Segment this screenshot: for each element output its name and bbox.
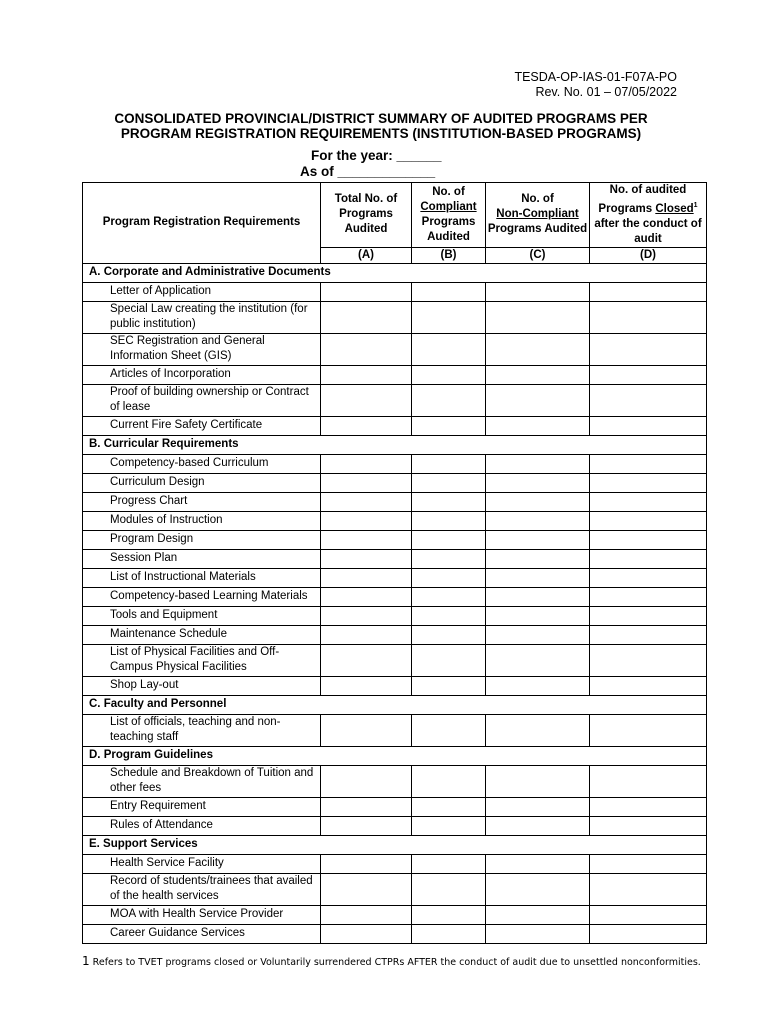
non-compliant-cell[interactable] [486,492,590,511]
requirement-label: Career Guidance Services [83,924,321,943]
section-title: B. Curricular Requirements [83,435,707,454]
non-compliant-cell[interactable] [486,765,590,797]
compliant-cell[interactable] [412,816,486,835]
header-compliant: No. of Compliant Programs Audited [412,183,486,248]
closed-cell[interactable] [590,492,707,511]
table-body [83,263,707,943]
closed-cell[interactable] [590,765,707,797]
section-row [83,835,707,854]
requirement-row [83,924,707,943]
closed-cell[interactable] [590,301,707,333]
section-row [83,746,707,765]
total-audited-cell[interactable] [321,797,412,816]
requirement-label: Articles of Incorporation [83,365,321,384]
closed-cell[interactable] [590,797,707,816]
requirement-label: Entry Requirement [83,797,321,816]
total-audited-cell[interactable] [321,549,412,568]
requirement-label: Competency-based Curriculum [83,454,321,473]
header-total-audited: Total No. of Programs Audited [321,183,412,248]
compliant-cell[interactable] [412,765,486,797]
requirement-label: Proof of building ownership or Contract of lease [83,384,321,416]
compliant-cell[interactable] [412,924,486,943]
total-audited-cell[interactable] [321,568,412,587]
total-audited-cell[interactable] [321,765,412,797]
total-audited-cell[interactable] [321,924,412,943]
requirement-label: Current Fire Safety Certificate [83,416,321,435]
requirement-label: Progress Chart [83,492,321,511]
column-letter-c: (C) [486,247,590,263]
footnote [82,955,702,969]
compliant-cell[interactable] [412,873,486,905]
title-line-2: PROGRAM REGISTRATION REQUIREMENTS (INSTITUTION-BASED PROGRAMS) [120,126,642,141]
column-letter-d: (D) [590,247,707,263]
total-audited-cell[interactable] [321,511,412,530]
total-audited-cell[interactable] [321,530,412,549]
closed-cell[interactable] [590,606,707,625]
non-compliant-cell[interactable] [486,854,590,873]
requirement-label: Record of students/trainees that availed of the health services [83,873,321,905]
requirement-row [83,816,707,835]
requirement-row [83,384,707,416]
requirement-row [83,333,707,365]
requirement-label: Competency-based Learning Materials [83,587,321,606]
total-audited-cell[interactable] [321,454,412,473]
closed-cell[interactable] [590,905,707,924]
compliant-cell[interactable] [412,511,486,530]
closed-cell[interactable] [590,416,707,435]
closed-cell[interactable] [590,454,707,473]
total-audited-cell[interactable] [321,644,412,676]
non-compliant-cell[interactable] [486,606,590,625]
section-row [83,695,707,714]
requirement-row [83,365,707,384]
compliant-cell[interactable] [412,530,486,549]
footnote-number: 1 [82,954,90,968]
page-title [40,111,722,141]
title-line-1: CONSOLIDATED PROVINCIAL/DISTRICT SUMMARY OF AUDITED PROGRAMS PER [114,111,648,126]
requirement-row [83,714,707,746]
requirement-label: List of officials, teaching and non-teaching staff [83,714,321,746]
non-compliant-cell[interactable] [486,924,590,943]
column-letter-b: (B) [412,247,486,263]
compliant-cell[interactable] [412,714,486,746]
compliant-cell[interactable] [412,606,486,625]
compliant-cell[interactable] [412,549,486,568]
closed-cell[interactable] [590,333,707,365]
total-audited-cell[interactable] [321,873,412,905]
requirement-label: Maintenance Schedule [83,625,321,644]
requirement-row [83,492,707,511]
header-closed: No. of audited Programs Closed$^1$ after the conduct of audit [590,183,707,248]
requirement-row [83,587,707,606]
closed-cell[interactable] [590,530,707,549]
requirement-row [83,905,707,924]
reporting-period [300,148,442,180]
requirement-row [83,549,707,568]
requirement-row [83,511,707,530]
closed-cell[interactable] [590,816,707,835]
requirement-row [83,568,707,587]
header-requirements: Program Registration Requirements [83,183,321,264]
total-audited-cell[interactable] [321,365,412,384]
requirement-row [83,854,707,873]
total-audited-cell[interactable] [321,416,412,435]
non-compliant-cell[interactable] [486,384,590,416]
non-compliant-cell[interactable] [486,714,590,746]
non-compliant-cell[interactable] [486,333,590,365]
section-title: C. Faculty and Personnel [83,695,707,714]
compliant-cell[interactable] [412,854,486,873]
non-compliant-cell[interactable] [486,905,590,924]
requirement-row [83,676,707,695]
closed-cell[interactable] [590,873,707,905]
requirement-row [83,606,707,625]
requirement-label: MOA with Health Service Provider [83,905,321,924]
requirement-label: Schedule and Breakdown of Tuition and other fees [83,765,321,797]
non-compliant-cell[interactable] [486,644,590,676]
requirement-row [83,765,707,797]
non-compliant-cell[interactable] [486,282,590,301]
section-title: D. Program Guidelines [83,746,707,765]
closed-cell[interactable] [590,714,707,746]
total-audited-cell[interactable] [321,606,412,625]
requirement-label: List of Instructional Materials [83,568,321,587]
requirement-label: Shop Lay-out [83,676,321,695]
non-compliant-cell[interactable] [486,301,590,333]
total-audited-cell[interactable] [321,905,412,924]
non-compliant-cell[interactable] [486,625,590,644]
requirement-label: Special Law creating the institution (for public institution) [83,301,321,333]
compliant-cell[interactable] [412,568,486,587]
total-audited-cell[interactable] [321,714,412,746]
closed-cell[interactable] [590,568,707,587]
requirement-label: Rules of Attendance [83,816,321,835]
requirement-label: Program Design [83,530,321,549]
total-audited-cell[interactable] [321,676,412,695]
compliant-cell[interactable] [412,333,486,365]
non-compliant-cell[interactable] [486,816,590,835]
non-compliant-cell[interactable] [486,511,590,530]
closed-cell[interactable] [590,511,707,530]
requirement-row [83,454,707,473]
as-of-field: As of _____________ [300,164,436,179]
non-compliant-cell[interactable] [486,676,590,695]
requirement-label: Letter of Application [83,282,321,301]
requirement-row [83,530,707,549]
closed-cell[interactable] [590,587,707,606]
requirement-label: List of Physical Facilities and Off-Campus Physical Facilities [83,644,321,676]
compliant-cell[interactable] [412,473,486,492]
compliant-cell[interactable] [412,454,486,473]
requirement-label: Tools and Equipment [83,606,321,625]
non-compliant-cell[interactable] [486,530,590,549]
compliant-cell[interactable] [412,905,486,924]
total-audited-cell[interactable] [321,492,412,511]
closed-cell[interactable] [590,549,707,568]
closed-cell[interactable] [590,854,707,873]
section-row [83,435,707,454]
compliant-cell[interactable] [412,384,486,416]
compliant-cell[interactable] [412,416,486,435]
requirement-row [83,473,707,492]
non-compliant-cell[interactable] [486,587,590,606]
non-compliant-cell[interactable] [486,365,590,384]
total-audited-cell[interactable] [321,625,412,644]
non-compliant-cell[interactable] [486,454,590,473]
column-letter-a: (A) [321,247,412,263]
document-code: TESDA-OP-IAS-01-F07A-PO [514,70,677,84]
requirement-row [83,301,707,333]
non-compliant-cell[interactable] [486,416,590,435]
compliant-cell[interactable] [412,587,486,606]
section-title: A. Corporate and Administrative Documents [83,263,707,282]
closed-cell[interactable] [590,365,707,384]
total-audited-cell[interactable] [321,301,412,333]
closed-cell[interactable] [590,924,707,943]
total-audited-cell[interactable] [321,282,412,301]
non-compliant-cell[interactable] [486,473,590,492]
footnote-text: Refers to TVET programs closed or Voluntarily surrendered CTPRs AFTER the conduct of audit due to unsettled nonconformities. [92,957,701,968]
section-title: E. Support Services [83,835,707,854]
header-non-compliant: No. of Non-Compliant Programs Audited [486,183,590,248]
requirement-label: Modules of Instruction [83,511,321,530]
compliant-cell[interactable] [412,676,486,695]
non-compliant-cell[interactable] [486,873,590,905]
closed-cell[interactable] [590,473,707,492]
total-audited-cell[interactable] [321,384,412,416]
compliant-cell[interactable] [412,644,486,676]
compliant-cell[interactable] [412,492,486,511]
non-compliant-cell[interactable] [486,549,590,568]
compliant-cell[interactable] [412,301,486,333]
compliant-cell[interactable] [412,282,486,301]
closed-cell[interactable] [590,676,707,695]
requirement-row [83,282,707,301]
total-audited-cell[interactable] [321,473,412,492]
compliant-cell[interactable] [412,797,486,816]
requirement-row [83,873,707,905]
total-audited-cell[interactable] [321,587,412,606]
section-row [83,263,707,282]
non-compliant-cell[interactable] [486,797,590,816]
requirement-row [83,625,707,644]
total-audited-cell[interactable] [321,854,412,873]
requirements-table [82,182,707,944]
total-audited-cell[interactable] [321,816,412,835]
requirement-row [83,797,707,816]
closed-cell[interactable] [590,625,707,644]
requirement-label: Curriculum Design [83,473,321,492]
closed-cell[interactable] [590,282,707,301]
requirement-row [83,416,707,435]
compliant-cell[interactable] [412,625,486,644]
document-reference [514,70,677,100]
revision-number: Rev. No. 01 – 07/05/2022 [535,85,677,99]
requirement-label: SEC Registration and General Information Sheet (GIS) [83,333,321,365]
total-audited-cell[interactable] [321,333,412,365]
requirement-label: Session Plan [83,549,321,568]
closed-cell[interactable] [590,644,707,676]
year-field: For the year: ______ [311,148,442,163]
requirement-label: Health Service Facility [83,854,321,873]
requirement-row [83,644,707,676]
closed-cell[interactable] [590,384,707,416]
compliant-cell[interactable] [412,365,486,384]
non-compliant-cell[interactable] [486,568,590,587]
